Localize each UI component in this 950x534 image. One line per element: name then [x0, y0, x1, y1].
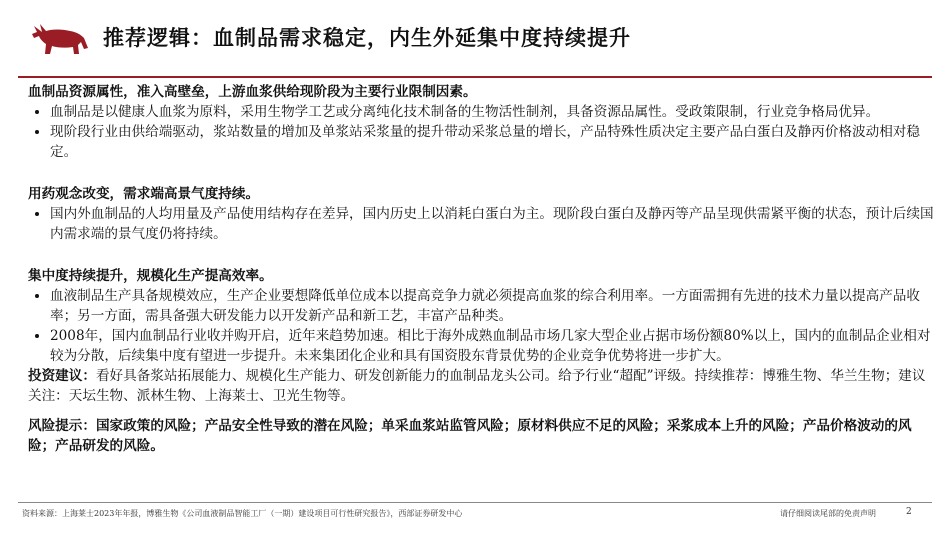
bullet-item: • 血液制品生产具备规模效应，生产企业要想降低单位成本以提高竞争力就必须提高血浆的综合利用率。一方面需拥有先进的技术力量以提高产品收率；另一方面，需具备强大研发能力以开发新产品和新工艺，丰富产品种类。 [50, 286, 934, 326]
bullet-item: • 现阶段行业由供给端驱动，浆站数量的增加及单浆站采浆量的提升带动采浆总量的增长，产品特殊性质决定主要产品白蛋白及静丙价格波动相对稳定。 [50, 122, 934, 162]
section-heading-demand: 用药观念改变，需求端高景气度持续。 [28, 186, 260, 202]
page-number: 2 [906, 507, 912, 517]
bullet-item: • 2008年，国内血制品行业收并购开启，近年来趋势加速。相比于海外成熟血制品市场几家大型企业占据市场份额80%以上，国内的血制品企业相对较为分散，后续集中度有望进一步提升。未来集团化企业和具有国资股东背景优势的企业竞争优势将进一步扩大。 [50, 326, 934, 366]
investment-label: 投资建议： [28, 368, 96, 384]
bullet-list-supply [22, 102, 934, 162]
title-divider [18, 76, 932, 78]
bullet-item: • 血制品是以健康人血浆为原料，采用生物学工艺或分离纯化技术制备的生物活性制剂，具备资源品属性。受政策限制，行业竞争格局优异。 [50, 102, 934, 122]
risk-warning: 风险提示：国家政策的风险；产品安全性导致的潜在风险；单采血浆站监管风险；原材料供应不足的风险；采浆成本上升的风险；产品价格波动的风险；产品研发的风险。 [28, 418, 912, 454]
investment-advice [22, 366, 934, 406]
section-heading-supply: 血制品资源属性，准入高壁垒，上游血浆供给现阶段为主要行业限制因素。 [28, 84, 477, 100]
main-content [22, 82, 934, 470]
bull-logo-icon [30, 18, 92, 58]
disclaimer-note: 请仔细阅读尾部的免责声明 [780, 509, 876, 518]
bullet-list-demand [22, 204, 934, 244]
page-title: 推荐逻辑：血制品需求稳定，内生外延集中度持续提升 [103, 26, 631, 50]
source-note: 资料来源：上海莱士2023年年报，博雅生物《公司血液制品智能工厂（一期）建设项目可行性研究报告》，西部证券研发中心 [22, 509, 463, 518]
section-heading-concentration: 集中度持续提升，规模化生产提高效率。 [28, 268, 273, 284]
bullet-item: • 国内外血制品的人均用量及产品使用结构存在差异，国内历史上以消耗白蛋白为主。现阶段白蛋白及静丙等产品呈现供需紧平衡的状态，预计后续国内需求端的景气度仍将持续。 [50, 204, 934, 244]
footer-divider [18, 502, 932, 503]
bullet-list-concentration [22, 286, 934, 366]
investment-text: 看好具备浆站拓展能力、规模化生产能力、研发创新能力的血制品龙头公司。给予行业“超配”评级。持续推荐：博雅生物、华兰生物；建议关注：天坛生物、派林生物、上海莱士、卫光生物等。 [28, 368, 926, 404]
